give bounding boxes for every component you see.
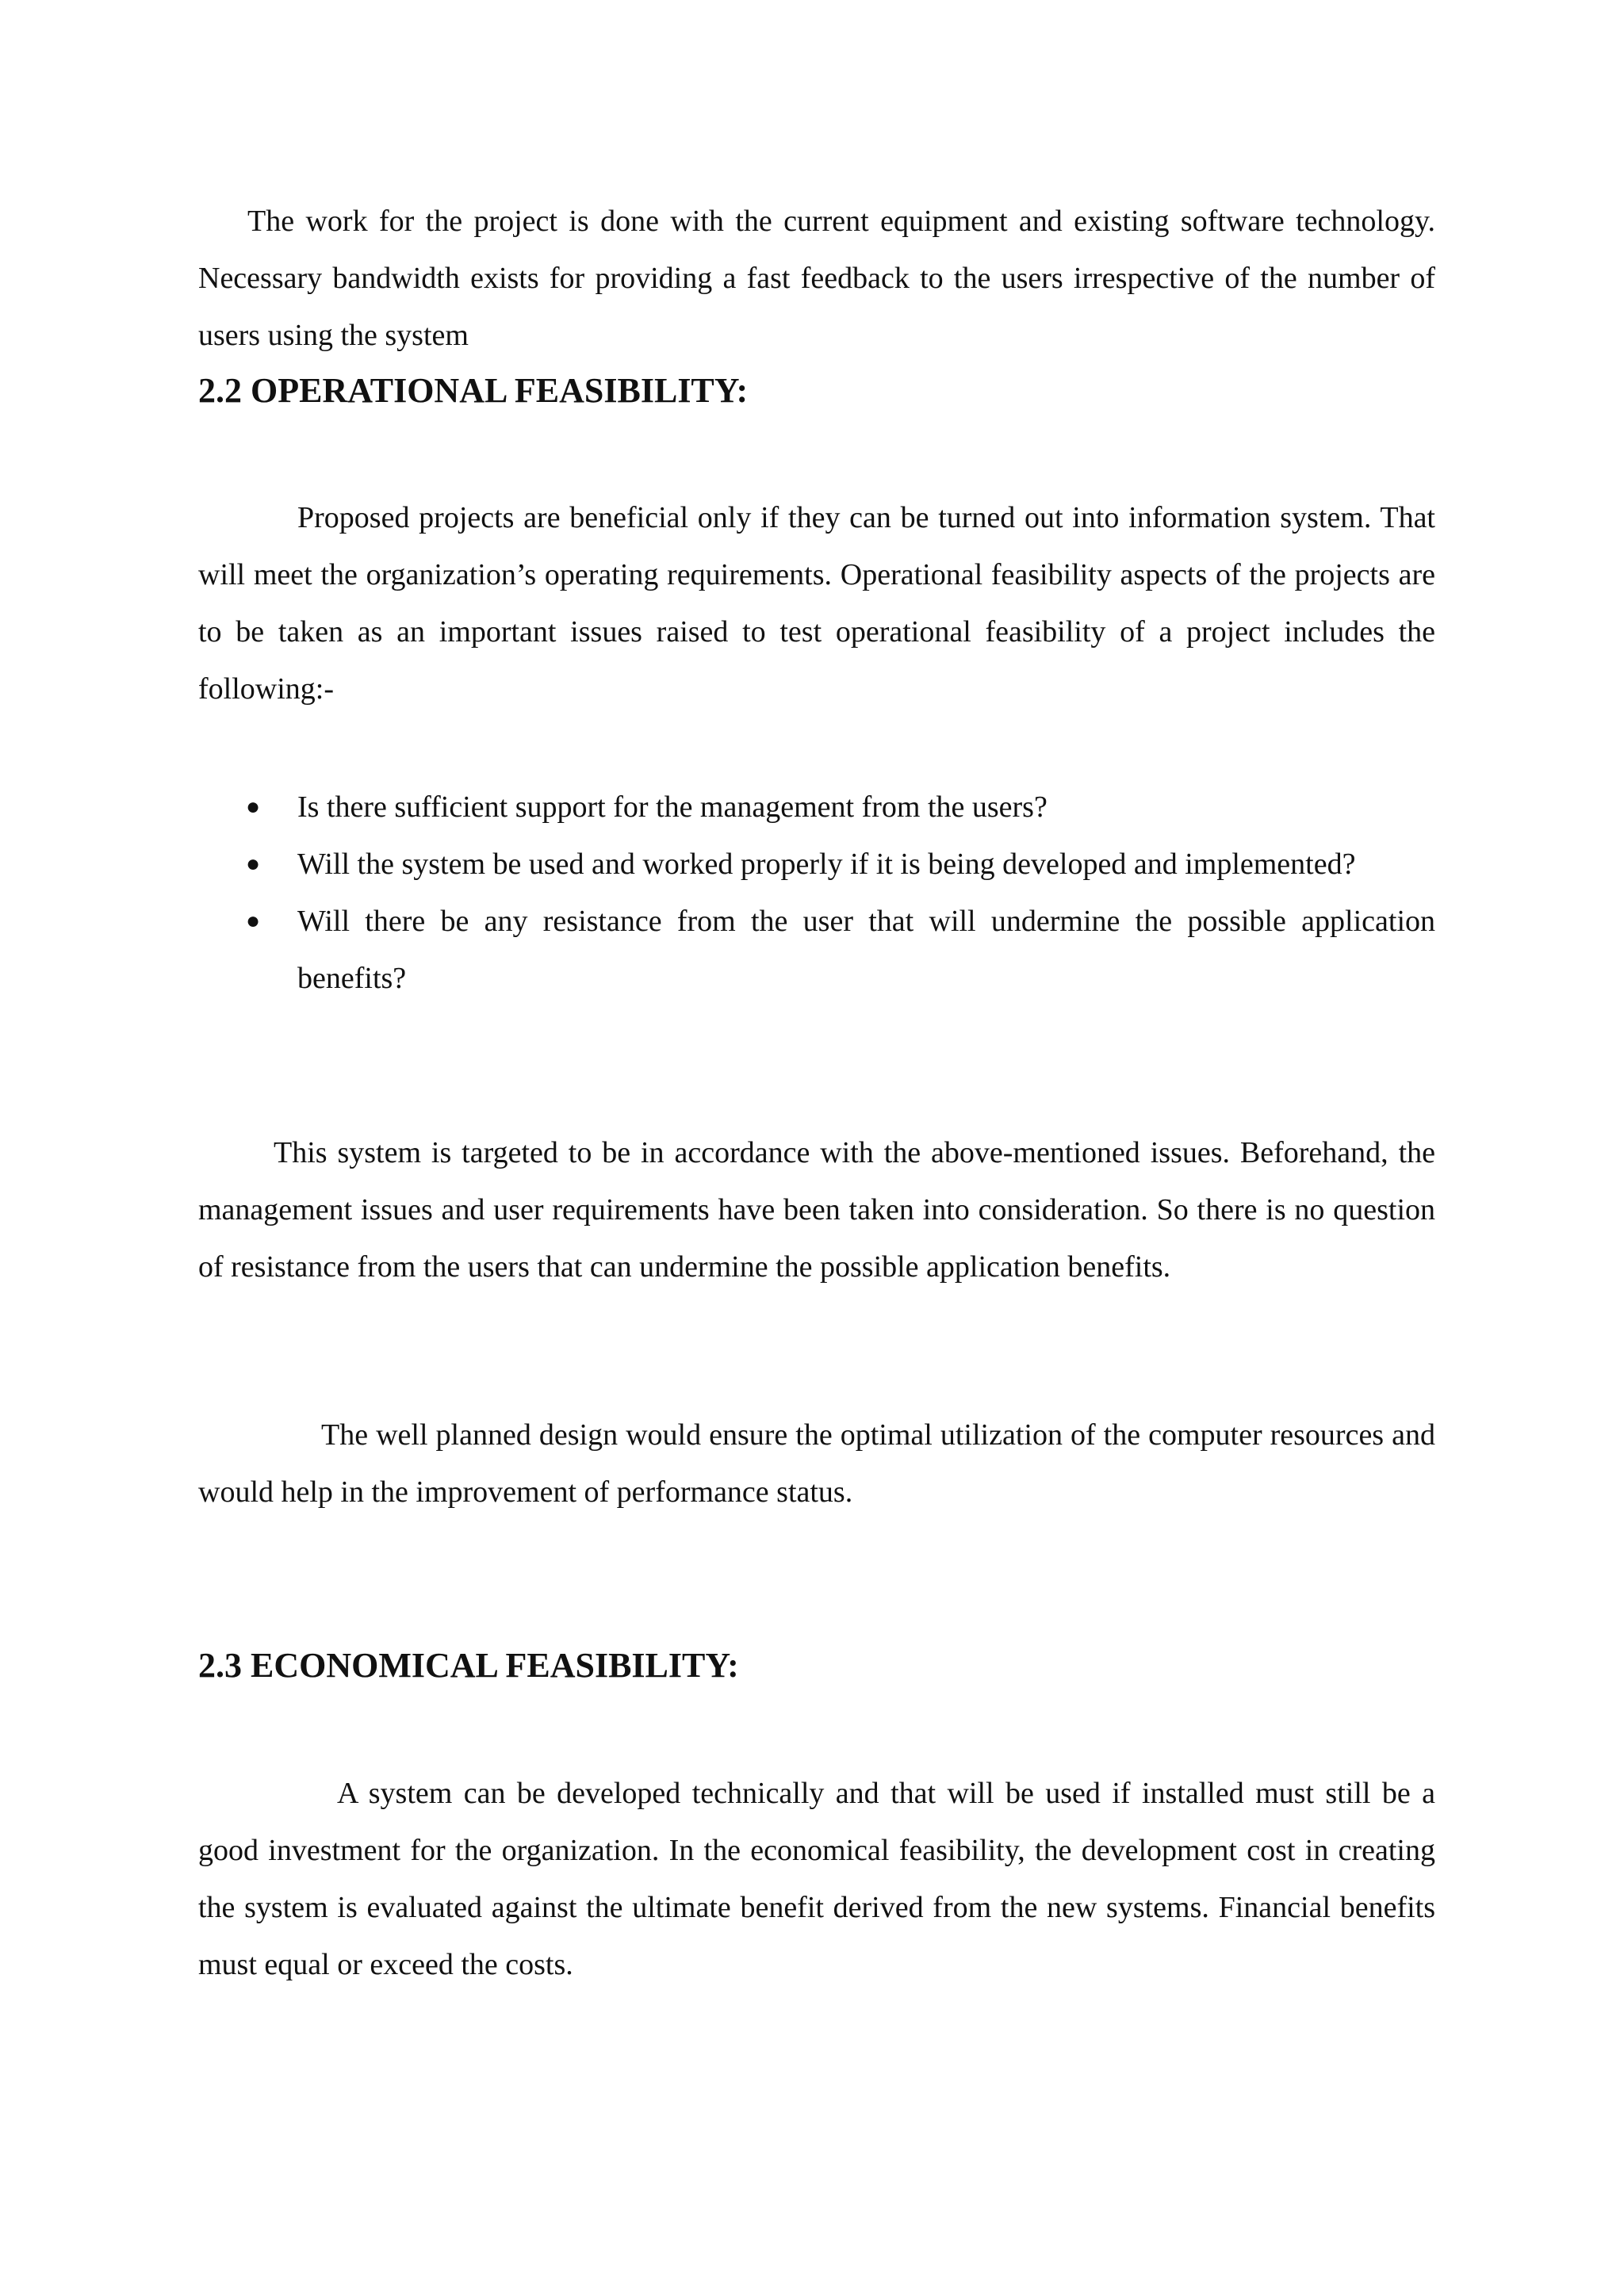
bullet-dot-icon: ●	[246, 908, 261, 934]
operational-paragraph-1: Proposed projects are beneficial only if they can be turned out into information system. That will meet the organization’s operating requirements. Operational feasibility aspects of the projects are to be taken as an important issues raised to test operational feasibility of a project includes the following:-	[198, 501, 1435, 706]
operational-paragraph-2: This system is targeted to be in accordance with the above-mentioned issues. Beforehand, the management issues and user requirements have been taken into consideration. So there is no question of resistance from the users that can undermine the possible application benefits.	[198, 1136, 1435, 1284]
operational-paragraph-3: The well planned design would ensure the optimal utilization of the computer resources and would help in the improvement of performance status.	[198, 1418, 1435, 1509]
bullet-text: Is there sufficient support for the management from the users?	[297, 790, 1048, 824]
bullet-text: Will the system be used and worked properly if it is being developed and implemented?	[297, 848, 1356, 881]
intro-paragraph: The work for the project is done with the current equipment and existing software technology. Necessary bandwidth exists for providing a fast feedback to the users irrespective of the number of users using the system	[198, 205, 1435, 352]
economical-paragraph-1: A system can be developed technically and that will be used if installed must still be a good investment for the organization. In the economical feasibility, the development cost in creating the system is evaluated against the ultimate benefit derived from the new systems. Financial benefits must equal or exceed the costs.	[198, 1777, 1435, 1981]
list-item	[198, 893, 1435, 1007]
section-heading-operational: 2.2 OPERATIONAL FEASIBILITY:	[198, 371, 749, 410]
list-item	[198, 836, 1435, 893]
bullet-text: Will there be any resistance from the user that will undermine the possible application benefits?	[297, 905, 1435, 995]
bullet-dot-icon: ●	[246, 851, 261, 877]
bullet-dot-icon: ●	[246, 794, 261, 820]
section-heading-economical: 2.3 ECONOMICAL FEASIBILITY:	[198, 1646, 739, 1685]
operational-bullet-list	[198, 779, 1435, 1007]
list-item	[198, 779, 1435, 836]
